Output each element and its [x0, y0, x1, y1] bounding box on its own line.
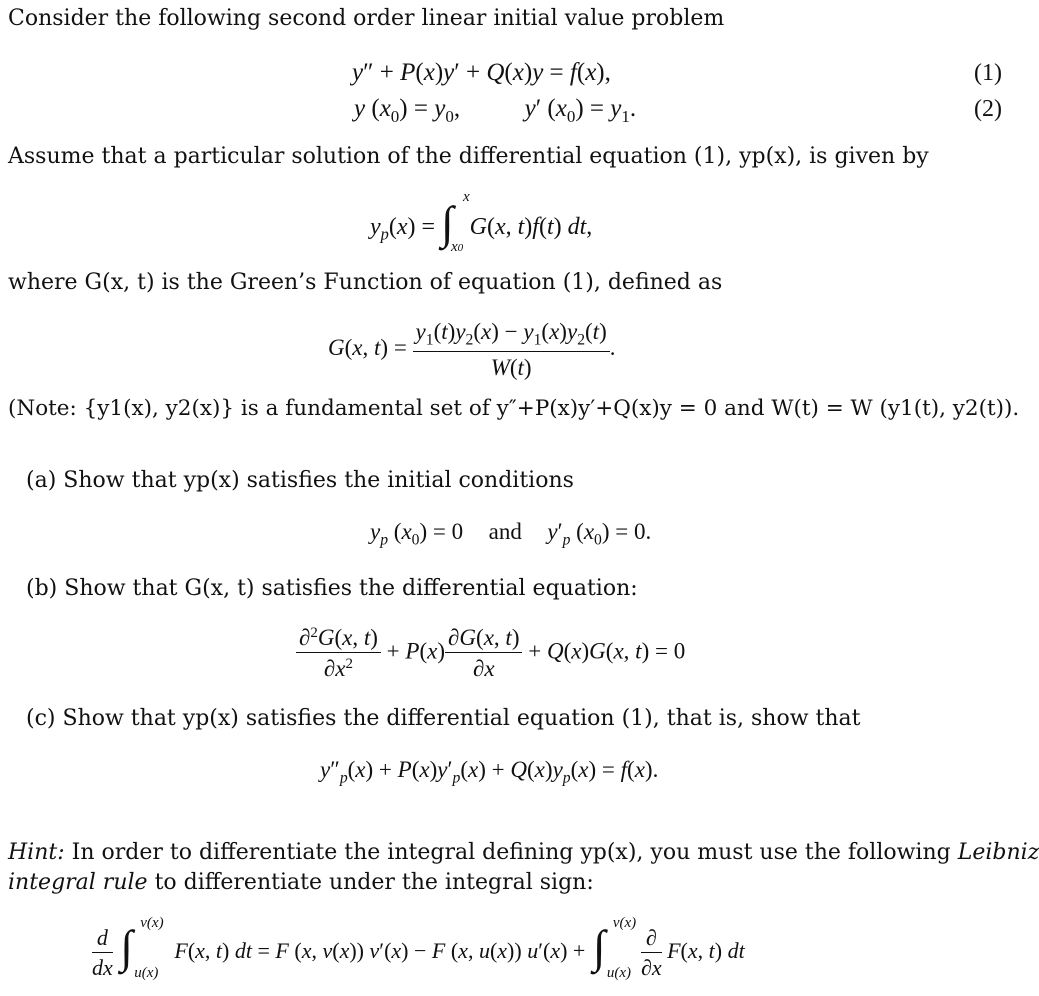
- intro-text: Consider the following second order linear initial value problem: [8, 6, 725, 31]
- part-c-equation: $y''_p(x) + P(x)y'_p(x) + Q(x)y_p(x) = f(x)$.: [320, 757, 659, 787]
- hint-line-1: [8, 842, 1039, 864]
- equation-2: y $(x_0) = y_0$, y′ $(x_0) = y_1$.: [354, 95, 637, 126]
- part-c-text: Show that yp(x) satisfies the differential equation (1), that is, show that: [62, 706, 861, 731]
- hint-text-2: to differentiate under the integral sign:: [154, 870, 594, 895]
- hint-leibniz: Leibniz: [957, 840, 1039, 865]
- part-a-label: (a): [26, 468, 57, 493]
- equation-1-number: (1): [974, 60, 1002, 86]
- where-text: where G(x, t) is the Green’s Function of equation (1), defined as: [8, 270, 723, 295]
- part-a: [26, 470, 574, 492]
- greens-function-definition: G(x, t) = $\frac{y_1(t)y_2(x) - y_1(x)y_2(t)}{W(t)}$ .: [328, 319, 616, 381]
- part-c-label: (c): [26, 706, 56, 731]
- part-b: [26, 578, 638, 600]
- and-word: and: [488, 519, 522, 544]
- hint-text-1: In order to differentiate the integral defining yp(x), you must use the following: [71, 840, 951, 865]
- part-a-text: Show that yp(x) satisfies the initial conditions: [63, 468, 574, 493]
- hint-line-2: [8, 872, 594, 894]
- part-c: [26, 708, 861, 730]
- hint-rule: integral rule: [8, 870, 148, 895]
- equation-2-number: (2): [974, 96, 1002, 122]
- part-b-equation: $\frac{\partial^2G(x, t)}{\partial x^2}$ + P(x) $\frac{\partial G(x, t)}{\partial x}$ + Q(x)G(x, t) = 0: [296, 626, 685, 680]
- assume-text: Assume that a particular solution of the differential equation (1), yp(x), is given by: [8, 144, 929, 169]
- equation-1: y″ + P(x)y′ + Q(x)y = f(x),: [352, 59, 611, 86]
- leibniz-rule-formula: $\frac{d}{dx}$ ∫ v(x) u(x) F(x, t) dt = F (x, v(x)) v′(x) − F (x, u(x)) u′(x) + ∫ v(x) u(x) $\frac{\partial}{\partial x}$ F(x, t) dt: [92, 915, 745, 981]
- part-b-label: (b): [26, 576, 58, 601]
- part-a-conditions: $y_p$ $(x_0) = 0$ and $y'_p$ $(x_0) = 0$.: [370, 519, 652, 549]
- particular-solution-integral: $y_p(x)$ = ∫ x x0 G(x, t)f(t) dt,: [370, 189, 593, 255]
- note-text: (Note: {y1(x), y2(x)} is a fundamental set of y″+P(x)y′+Q(x)y = 0 and W(t) = W (y1(t), y2(t)).: [8, 396, 1020, 421]
- hint-label: Hint:: [8, 840, 65, 865]
- part-b-text: Show that G(x, t) satisfies the differential equation:: [64, 576, 638, 601]
